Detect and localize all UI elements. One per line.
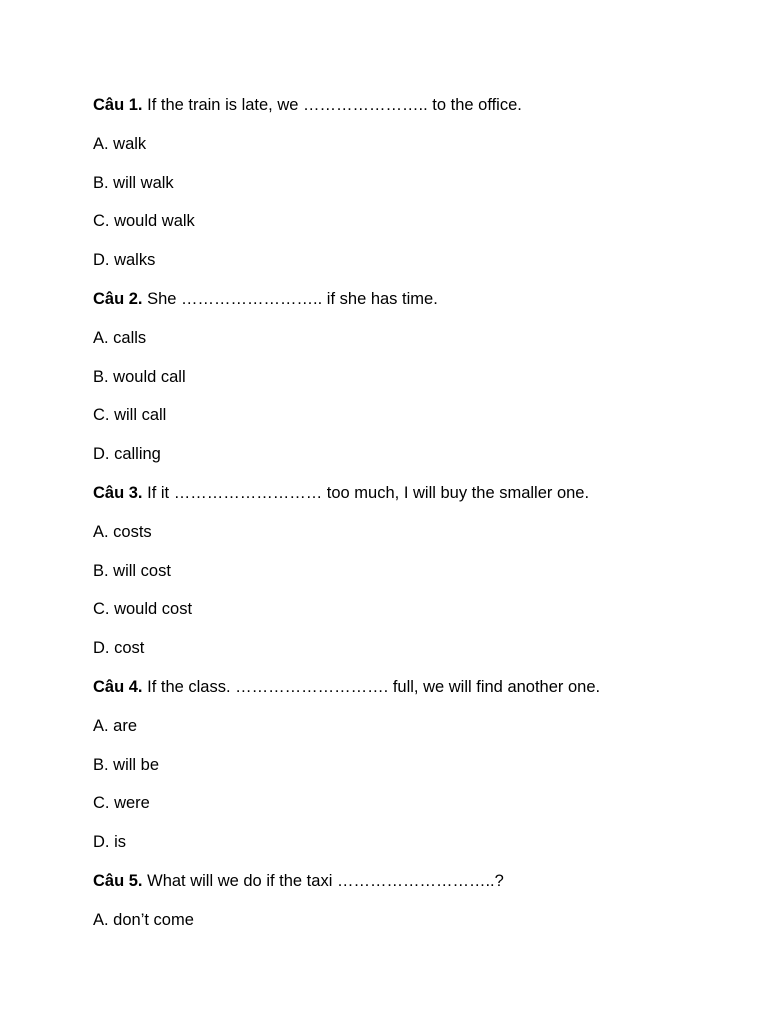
answer-option: B. will be — [93, 755, 160, 774]
question-label: Câu 4. — [93, 677, 143, 696]
answer-option: A. are — [93, 716, 138, 735]
answer-option: C. would cost — [93, 600, 193, 619]
answer-option: C. were — [93, 794, 150, 813]
answer-option: D. cost — [93, 639, 145, 658]
answer-option: A. don’t come — [93, 910, 194, 929]
question-5 — [93, 870, 733, 892]
answer-option: D. walks — [93, 251, 156, 270]
answer-option: B. would call — [93, 367, 186, 386]
question-text: If the train is late, we ………………….. to the office. — [142, 96, 522, 114]
question-text: If it ……………………… too much, I will buy the smaller one. — [142, 483, 590, 502]
question-label: Câu 2. — [93, 289, 143, 308]
question-4 — [93, 676, 733, 698]
answer-option: A. walk — [93, 134, 147, 153]
question-label: Câu 1. — [93, 96, 143, 114]
answer-option: B. will cost — [93, 561, 171, 580]
answer-option: C. will call — [93, 406, 167, 425]
answer-option: A. calls — [93, 328, 147, 347]
question-text: If the class. ………………………. full, we will find another one. — [142, 677, 601, 696]
answer-option: D. is — [93, 833, 126, 852]
question-text: What will we do if the taxi ………………………..? — [142, 871, 504, 890]
question-2 — [93, 288, 733, 310]
question-3 — [93, 482, 733, 504]
answer-option: B. will walk — [93, 173, 174, 192]
question-label: Câu 5. — [93, 871, 143, 890]
document-page — [93, 94, 733, 948]
question-label: Câu 3. — [93, 483, 143, 502]
question-1 — [93, 94, 733, 116]
question-text: She …………………….. if she has time. — [142, 289, 438, 308]
answer-option: A. costs — [93, 522, 152, 541]
answer-option: C. would walk — [93, 212, 195, 231]
answer-option: D. calling — [93, 445, 161, 464]
